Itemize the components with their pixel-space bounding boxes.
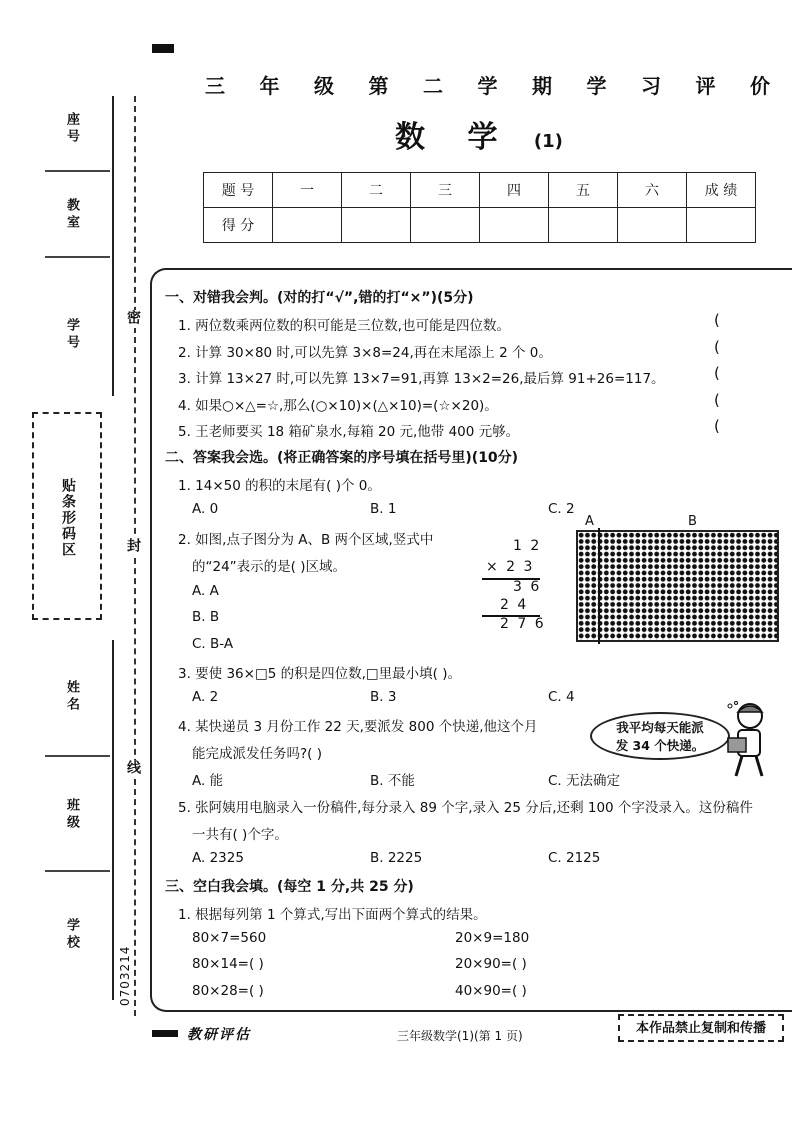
- side-divider: [45, 256, 110, 258]
- title-char: 学: [477, 74, 498, 98]
- calc-line: 3 6: [513, 579, 542, 595]
- score-header-cell: 六: [618, 173, 687, 208]
- score-cell[interactable]: [480, 208, 549, 243]
- score-header-cell: 成 绩: [687, 173, 756, 208]
- paper-number: (1): [533, 131, 563, 152]
- side-divider: [45, 170, 110, 172]
- option-c[interactable]: C. 2125: [548, 850, 601, 866]
- option-b[interactable]: B. B: [192, 609, 220, 625]
- score-row-label: 得 分: [204, 208, 273, 243]
- section1-item: 5. 王老师要买 18 箱矿泉水,每箱 20 元,他带 400 元够。: [178, 424, 520, 440]
- footer-brand: 教研评估: [187, 1027, 251, 1043]
- q2-3-text: 3. 要使 36×□5 的积是四位数,□里最小填( )。: [178, 666, 461, 682]
- region-a-label: A: [585, 514, 594, 529]
- score-cell[interactable]: [411, 208, 480, 243]
- seal-feng: 封: [125, 538, 141, 556]
- score-value-row: [204, 208, 756, 243]
- option-c[interactable]: C. B-A: [192, 636, 234, 652]
- score-header-cell: 三: [411, 173, 480, 208]
- title-char: 二: [423, 74, 443, 98]
- bubble-line: 发 34 个快递。: [615, 738, 705, 753]
- score-cell[interactable]: [687, 208, 756, 243]
- score-table: [203, 172, 756, 243]
- section1-heading: 一、对错我会判。(对的打“√”,错的打“×”)(5分): [165, 290, 474, 306]
- title-char: 级: [314, 74, 334, 98]
- bubble-line: 我平均每天能派: [616, 720, 704, 735]
- side-divider: [45, 870, 110, 872]
- score-header-cell: 四: [480, 173, 549, 208]
- footer-page: 三年级数学(1)(第 1 页): [397, 1029, 523, 1043]
- score-header-cell: 题 号: [204, 173, 273, 208]
- title-char: 学: [586, 74, 607, 98]
- dot-grid: [576, 530, 779, 642]
- option-a[interactable]: A. A: [192, 583, 219, 599]
- section1-item: 1. 两位数乘两位数的积可能是三位数,也可能是四位数。: [178, 318, 510, 334]
- student-no-label: 学号: [64, 318, 79, 352]
- answer-paren[interactable]: (: [714, 391, 720, 409]
- corner-mark: [152, 44, 174, 53]
- q2-2-text: 2. 如图,点子图分为 A、B 两个区域,竖式中: [178, 532, 434, 548]
- seal-mi: 密: [125, 310, 141, 328]
- score-cell[interactable]: [618, 208, 687, 243]
- seal-line: [134, 96, 136, 1016]
- option-b[interactable]: B. 3: [370, 689, 397, 705]
- class-label: 班级: [64, 798, 79, 832]
- option-b[interactable]: B. 1: [370, 501, 397, 517]
- seat-label: 座号: [64, 112, 79, 146]
- score-cell[interactable]: [342, 208, 411, 243]
- title-char: 年: [259, 74, 280, 98]
- option-c[interactable]: C. 2: [548, 501, 575, 517]
- equation-right[interactable]: 40×90=( ): [455, 983, 527, 999]
- side-line: [112, 96, 114, 396]
- section1-item: 2. 计算 30×80 时,可以先算 3×8=24,再在末尾添上 2 个 0。: [178, 345, 552, 361]
- answer-paren[interactable]: (: [714, 417, 720, 435]
- q3-1-text: 1. 根据每列第 1 个算式,写出下面两个算式的结果。: [178, 907, 487, 923]
- calc-line: 2 4: [500, 597, 529, 613]
- footer-mark: [152, 1030, 178, 1037]
- equation-left[interactable]: 80×28=( ): [192, 983, 264, 999]
- region-b-label: B: [688, 514, 697, 529]
- score-cell[interactable]: [549, 208, 618, 243]
- option-a[interactable]: A. 2: [192, 689, 219, 705]
- section1-item: 3. 计算 13×27 时,可以先算 13×7=91,再算 13×2=26,最后算 91+26=117。: [178, 371, 665, 387]
- title-char: 价: [750, 74, 770, 98]
- title-char: 习: [641, 74, 661, 98]
- option-c[interactable]: C. 4: [548, 689, 575, 705]
- section3-heading: 三、空白我会填。(每空 1 分,共 25 分): [165, 879, 414, 895]
- score-cell[interactable]: [273, 208, 342, 243]
- q2-1-text: 1. 14×50 的积的末尾有( )个 0。: [178, 478, 381, 494]
- school-label: 学校: [64, 918, 79, 952]
- q2-2-text: 的“24”表示的是( )区域。: [192, 559, 346, 575]
- calc-line: 1 2: [513, 538, 542, 554]
- option-a[interactable]: A. 0: [192, 501, 219, 517]
- option-a[interactable]: A. 2325: [192, 850, 244, 866]
- score-header-row: [204, 173, 756, 208]
- answer-paren[interactable]: (: [714, 338, 720, 356]
- section2-heading: 二、答案我会选。(将正确答案的序号填在括号里)(10分): [165, 450, 519, 466]
- barcode-label: 贴条形码区: [60, 478, 76, 558]
- section1-item: 4. 如果○×△=☆,那么(○×10)×(△×10)=(☆×20)。: [178, 398, 498, 414]
- q2-4-text: 能完成派发任务吗?( ): [192, 746, 322, 762]
- equation-right[interactable]: 20×90=( ): [455, 956, 527, 972]
- title-char: 三: [205, 74, 225, 98]
- name-label: 姓名: [64, 680, 79, 714]
- option-a[interactable]: A. 能: [192, 773, 224, 789]
- answer-paren[interactable]: (: [714, 311, 720, 329]
- title-char: 第: [368, 74, 389, 98]
- seal-xian: 线: [125, 760, 141, 778]
- equation-left: 80×7=560: [192, 930, 267, 946]
- region-divider: [598, 528, 600, 644]
- subject-title: [395, 112, 563, 156]
- room-label: 教室: [64, 198, 79, 232]
- q2-5-text: 5. 张阿姨用电脑录入一份稿件,每分录入 89 个字,录入 25 分后,还剩 100 个字没录入。这份稿件: [178, 800, 753, 816]
- q2-4-text: 4. 某快递员 3 月份工作 22 天,要派发 800 个快递,他这个月: [178, 719, 538, 735]
- calc-line: × 2 3: [486, 559, 535, 575]
- option-c[interactable]: C. 无法确定: [548, 773, 621, 789]
- q2-5-text: 一共有( )个字。: [192, 827, 288, 843]
- equation-right: 20×9=180: [455, 930, 530, 946]
- equation-left[interactable]: 80×14=( ): [192, 956, 264, 972]
- option-b[interactable]: B. 2225: [370, 850, 423, 866]
- score-header-cell: 一: [273, 173, 342, 208]
- calc-line: 2 7 6: [500, 616, 546, 632]
- speech-bubble: [590, 712, 730, 760]
- paper-code: 0703214: [118, 945, 132, 1006]
- side-divider: [45, 755, 110, 757]
- title-char: 评: [695, 74, 716, 98]
- copyright-notice: 本作品禁止复制和传播: [618, 1014, 784, 1042]
- side-line: [112, 640, 114, 1000]
- subject-name: 数 学: [395, 120, 514, 155]
- option-b[interactable]: B. 不能: [370, 773, 415, 789]
- score-header-cell: 五: [549, 173, 618, 208]
- title-char: 期: [532, 74, 552, 98]
- answer-paren[interactable]: (: [714, 364, 720, 382]
- courier-illustration: [722, 700, 774, 782]
- score-header-cell: 二: [342, 173, 411, 208]
- exam-title: [205, 70, 770, 99]
